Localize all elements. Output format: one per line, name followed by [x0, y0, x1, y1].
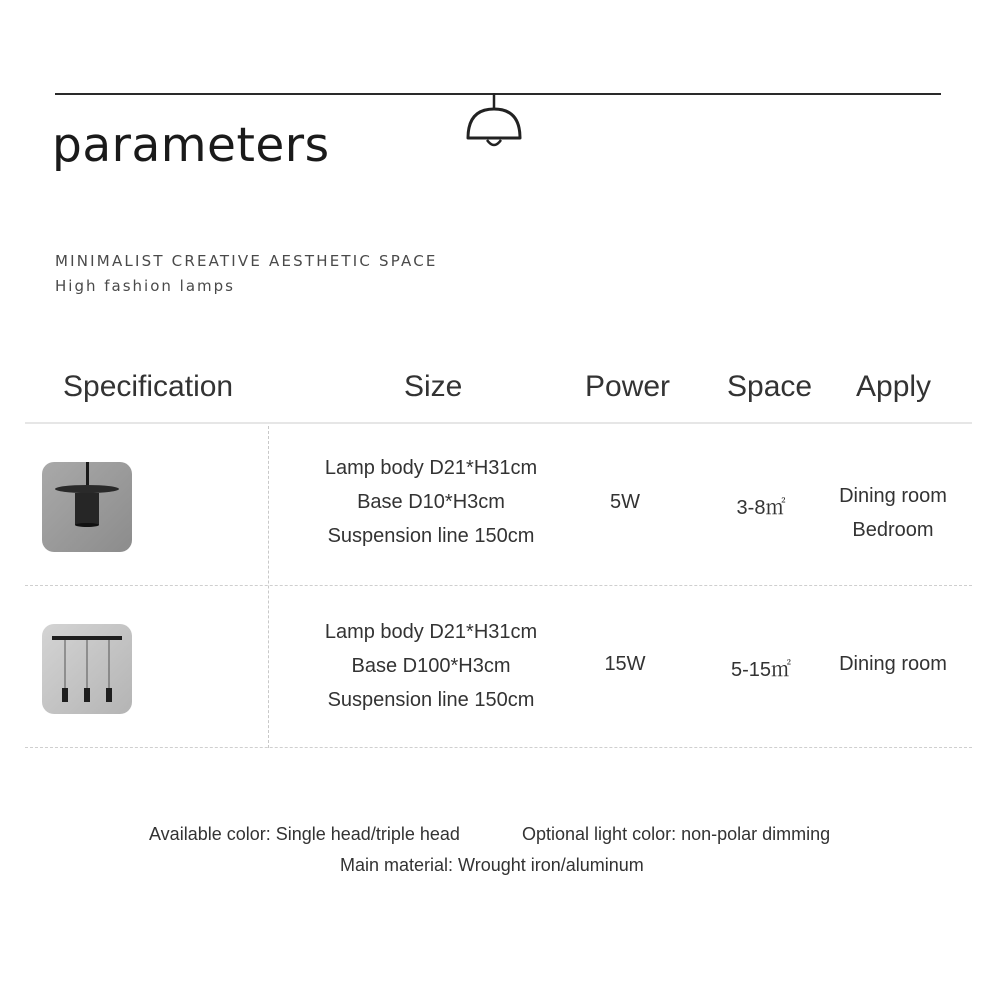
size-line: Suspension line 150cm [327, 525, 535, 547]
light-color-note: Optional light color: non-polar dimming [522, 824, 831, 844]
single-head-lamp-image [42, 462, 132, 552]
space-value: 5-15㎡ [730, 659, 792, 681]
row-divider [25, 747, 972, 748]
size-line: Lamp body D21*H31cm [324, 621, 538, 643]
row-divider [25, 585, 972, 586]
size-line: Lamp body D21*H31cm [324, 457, 538, 479]
apply-line: Bedroom [852, 519, 934, 541]
size-line: Base D10*H3cm [357, 491, 505, 513]
size-cell [266, 451, 596, 553]
available-color-note: Available color: Single head/triple head [149, 824, 460, 844]
column-header-power: Power [585, 370, 671, 403]
tagline-primary: MINIMALIST CREATIVE AESTHETIC SPACE [55, 252, 438, 270]
tagline-secondary: High fashion lamps [55, 277, 235, 295]
size-line: Base D100*H3cm [351, 655, 511, 677]
column-header-size: Size [404, 370, 463, 403]
column-header-specification: Specification [63, 370, 234, 403]
size-cell [266, 615, 596, 717]
header-divider [25, 422, 972, 424]
power-value: 5W [610, 491, 640, 513]
material-note: Main material: Wrought iron/aluminum [340, 855, 644, 875]
triple-head-lamp-image [42, 624, 132, 714]
apply-cell [808, 647, 978, 681]
power-value: 15W [604, 653, 646, 675]
pendant-lamp-icon [462, 93, 526, 155]
column-header-space: Space [727, 370, 813, 403]
size-line: Suspension line 150cm [327, 689, 535, 711]
apply-cell [808, 479, 978, 547]
column-header-apply: Apply [856, 370, 932, 403]
page-title: parameters [52, 118, 330, 173]
space-value: 3-8㎡ [736, 497, 786, 519]
apply-line: Dining room [839, 485, 947, 507]
apply-line: Dining room [839, 653, 947, 675]
